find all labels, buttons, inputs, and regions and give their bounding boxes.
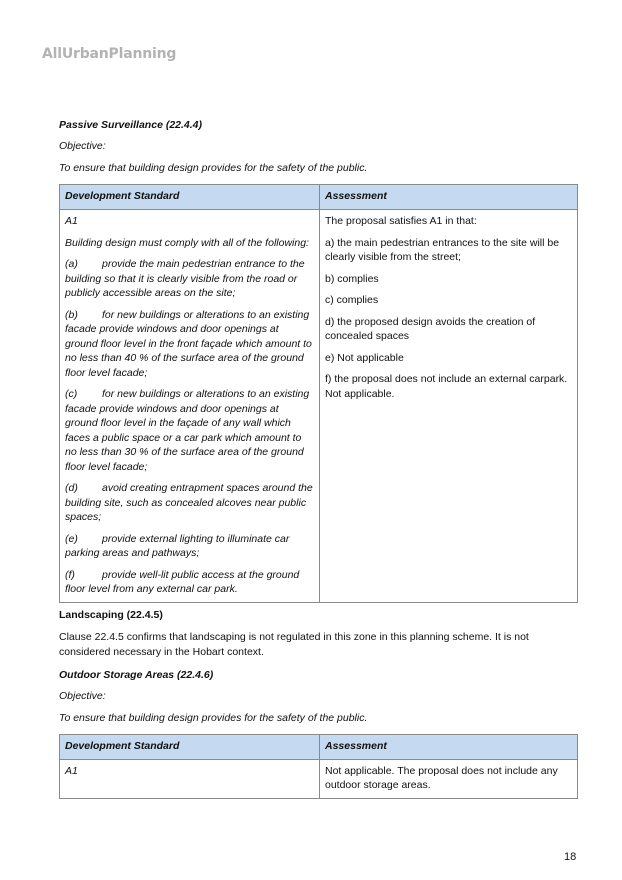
item-text: avoid creating entrapment spaces around the building site, such as concealed alcoves near public spaces; — [65, 482, 313, 523]
passive-surveillance-heading: Passive Surveillance (22.4.4) — [59, 119, 203, 131]
item-label: (c) — [65, 388, 78, 400]
item-text: provide the main pedestrian entrance to the building so that it is clearly visible from the road or publicly accessible areas on the site; — [65, 258, 305, 299]
outdoor-storage-table — [59, 734, 578, 799]
assessment-line: The proposal satisfies A1 in that: — [325, 215, 477, 227]
col-development-standard: Development Standard — [60, 734, 320, 759]
assessment-line: b) complies — [325, 272, 379, 285]
item-label: (b) — [65, 308, 78, 321]
assessment-line: c) complies — [325, 294, 379, 306]
outdoor-objective-text: To ensure that building design provides for the safety of the public. — [59, 711, 368, 724]
assessment-cell — [320, 210, 578, 603]
standard-cell: A1 — [60, 759, 320, 798]
outdoor-storage-heading: Outdoor Storage Areas (22.4.6) — [59, 668, 214, 681]
standard-item-a — [65, 257, 314, 301]
standard-item-f — [65, 568, 314, 597]
standard-intro: Building design must comply with all of the following: — [65, 236, 309, 249]
page-number: 18 — [564, 851, 577, 863]
objective-label: Objective: — [59, 140, 106, 152]
assessment-line: a) the main pedestrian entrances to the site will be clearly visible from the street; — [325, 236, 560, 263]
objective-text: To ensure that building design provides for the safety of the public. — [59, 162, 368, 174]
assessment-line: d) the proposed design avoids the creation of concealed spaces — [325, 315, 536, 342]
item-label: (f) — [65, 568, 75, 581]
item-text: provide external lighting to illuminate car parking areas and pathways; — [65, 532, 290, 559]
outdoor-objective-label: Objective: — [59, 689, 106, 702]
assessment-cell: Not applicable. The proposal does not include any outdoor storage areas. — [320, 759, 578, 798]
table-row — [60, 759, 578, 798]
col-assessment: Assessment — [320, 734, 578, 759]
standard-item-e — [65, 532, 314, 561]
landscaping-text: Clause 22.4.5 confirms that landscaping is not regulated in this zone in this planning scheme. It is not considered necessary in the Hobart context. — [59, 630, 529, 658]
landscaping-heading: Landscaping (22.4.5) — [59, 608, 163, 621]
table-header-row — [60, 185, 578, 210]
standard-item-d — [65, 481, 314, 525]
assessment-line: f) the proposal does not include an external carpark. Not applicable. — [325, 373, 568, 400]
item-text: provide well-lit public access at the ground floor level from any external car park. — [65, 568, 300, 595]
company-logo: AllUrbanPlanning — [42, 46, 177, 62]
standard-cell — [60, 210, 320, 603]
passive-surveillance-table — [59, 184, 578, 603]
standard-code: A1 — [65, 215, 78, 227]
item-text: for new buildings or alterations to an existing facade provide windows and door openings at ground floor level in the front façade which amount to no less than 40 % of the surface area of the ground floor level facade; — [65, 308, 312, 379]
standard-item-b — [65, 308, 314, 381]
table-row — [60, 210, 578, 603]
col-development-standard: Development Standard — [60, 185, 320, 210]
item-text: for new buildings or alterations to an existing facade provide windows and door openings at ground floor level in the façade of any wall which faces a public space or a car park which amount to no less than 30 % of the surface area of the ground floor level facade; — [65, 388, 310, 473]
col-assessment: Assessment — [320, 185, 578, 210]
table-header-row — [60, 734, 578, 759]
item-label: (d) — [65, 482, 78, 494]
standard-item-c — [65, 387, 314, 474]
page-content — [59, 119, 578, 801]
item-label: (e) — [65, 532, 78, 545]
assessment-line: e) Not applicable — [325, 351, 404, 364]
item-label: (a) — [65, 258, 78, 270]
